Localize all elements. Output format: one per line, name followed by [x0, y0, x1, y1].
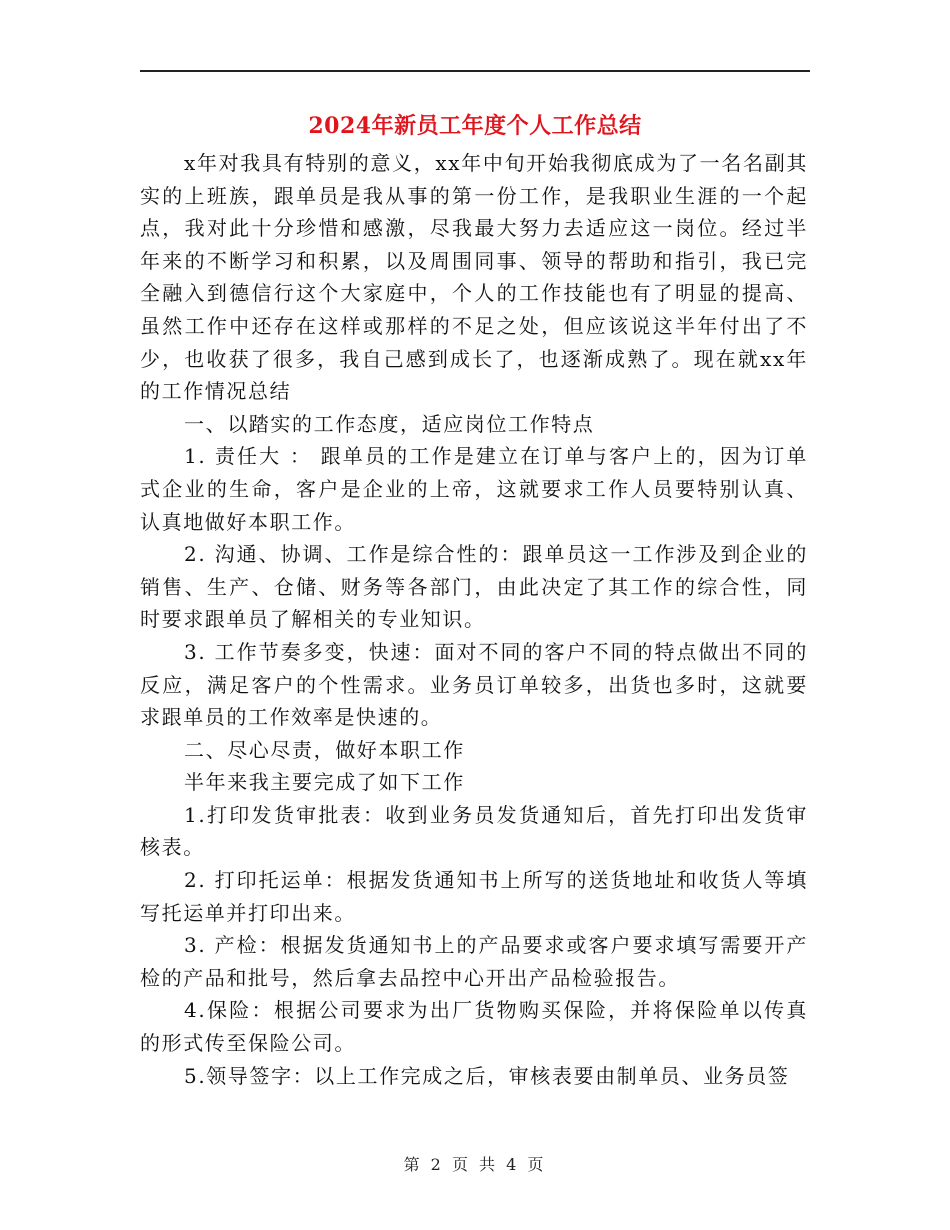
list-item-inspection: 3. 产检：根据发货通知书上的产品要求或客户要求填写需要开产检的产品和批号，然后拿去品控中心开出产品检验报告。 — [140, 933, 808, 990]
list-item-insurance: 4.保险：根据公司要求为出厂货物购买保险，并将保险单以传真的形式传至保险公司。 — [140, 998, 808, 1056]
list-item-approval-form: 1.打印发货审批表：收到业务员发货通知后，首先打印出发货审核表。 — [140, 802, 808, 860]
list-item-signature: 5.领导签字：以上工作完成之后，审核表要由制单员、业务员签 — [184, 1063, 790, 1088]
document-title: 2024年新员工年度个人工作总结 — [308, 113, 642, 139]
list-item-consignment: 2. 打印托运单：根据发货通知书上所写的送货地址和收货人等填写托运单并打印出来。 — [140, 868, 808, 925]
list-item-responsibility: 1. 责任大 ： 跟单员的工作是建立在订单与客户上的，因为订单式企业的生命，客户是企业的上帝，这就要求工作人员要特别认真、认真地做好本职工作。 — [140, 444, 808, 534]
section-heading-1: 一、以踏实的工作态度，适应岗位工作特点 — [184, 411, 595, 436]
section-heading-2: 二、尽心尽责，做好本职工作 — [184, 737, 465, 762]
header-rule — [140, 70, 810, 72]
work-summary-intro: 半年来我主要完成了如下工作 — [184, 770, 465, 795]
list-item-pace: 3. 工作节奏多变，快速：面对不同的客户不同的特点做出不同的反应，满足客户的个性需求。业务员订单较多，出货也多时，这就要求跟单员的工作效率是快速的。 — [140, 639, 808, 730]
page-number: 第 2 页 共 4 页 — [403, 1155, 547, 1174]
paragraph-intro: x年对我具有特别的意义，xx年中旬开始我彻底成为了一名名副其实的上班族，跟单员是我从事的第一份工作，是我职业生涯的一个起点，我对此十分珍惜和感激，尽我最大努力去适应这一岗位。经过半年来的不断学习和积累，以及周围同事、领导的帮助和指引，我已完全融入到德信行这个大家庭中，个人的工作技能也有了明显的提高、虽然工作中还存在这样或那样的不足之处，但应该说这半年付出了不少，也收获了很多，我自己感到成长了，也逐渐成熟了。现在就xx年的工作情况总结 — [140, 151, 808, 404]
list-item-communication: 2. 沟通、协调、工作是综合性的：跟单员这一工作涉及到企业的销售、生产、仓储、财务等各部门，由此决定了其工作的综合性，同时要求跟单员了解相关的专业知识。 — [140, 542, 808, 632]
document-body — [140, 147, 808, 1092]
